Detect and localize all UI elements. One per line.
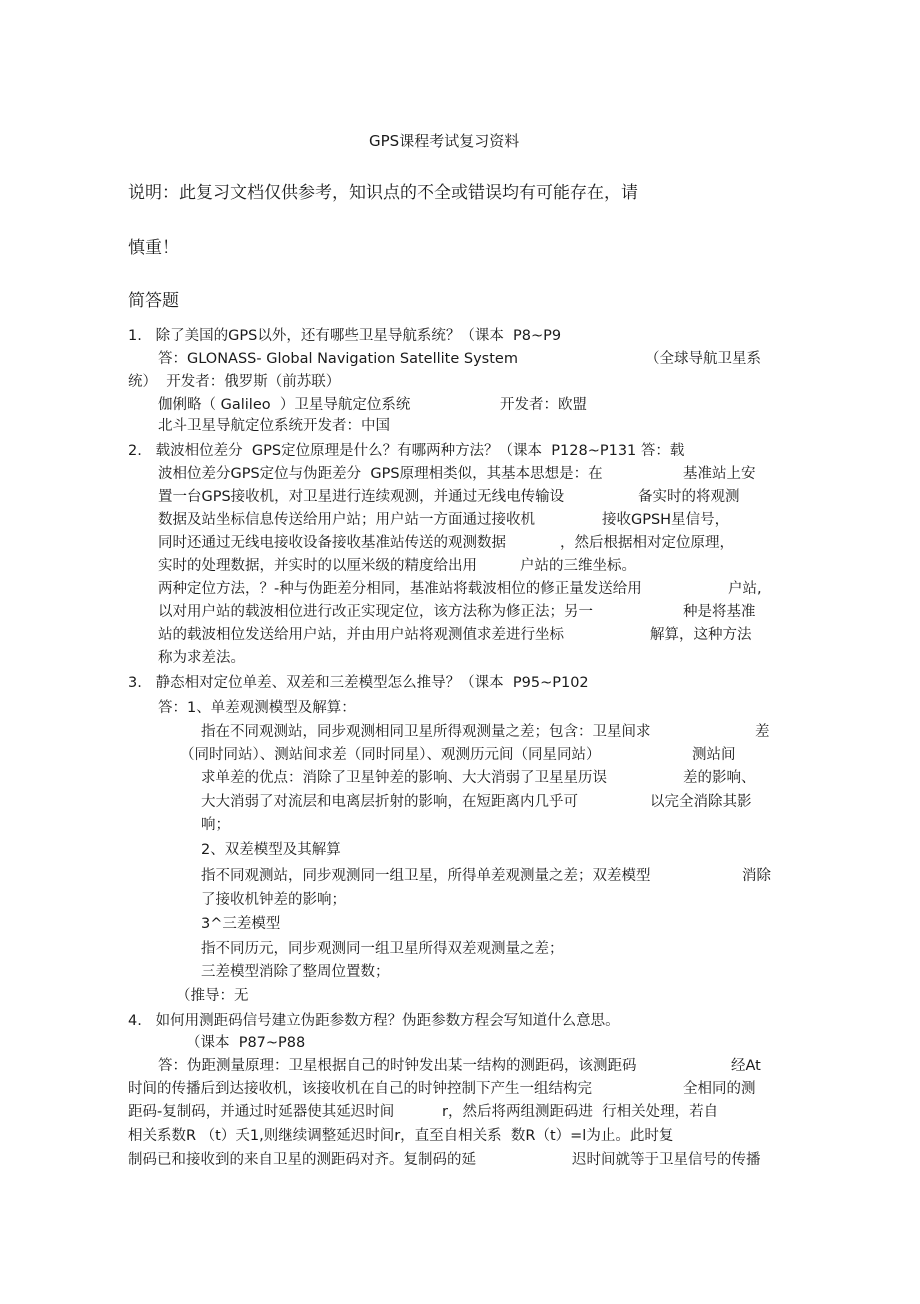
answer-line: 指在不同观测站，同步观测相同卫星所得观测量之差；包含：卫星间求 <box>201 724 651 740</box>
answer-line: ，然后根据相对定位原理， <box>560 535 734 551</box>
answer-line: 波相位差分GPS定位与伪距差分 GPS原理相类似，其基本思想是：在 <box>158 466 603 482</box>
answer-line: 答：1、单差观测模型及解算： <box>158 700 356 716</box>
answer-line: 相关系数R （t）夭1,则继续调整延迟时间r，直至自相关系 数R（t）=l为止。此时复 <box>128 1128 674 1144</box>
note-line: 慎重！ <box>128 238 179 258</box>
answer-line: 户站, <box>728 581 762 597</box>
question-1: 1. 除了美国的GPS以外，还有哪些卫星导航系统？（课本 P8~P9 <box>128 328 562 344</box>
answer-line: r，然后将两组测距码进 行相关处理，若自 <box>442 1104 719 1120</box>
answer-line: 指不同观测站，同步观测同一组卫星，所得单差观测量之差；双差模型 <box>201 868 651 884</box>
answer-line: 基准站上安 <box>683 466 756 482</box>
note-line: 说明：此复习文档仅供参考，知识点的不全或错误均有可能存在，请 <box>128 183 638 203</box>
question-2: 2. 载波相位差分 GPS定位原理是什么？有哪两种方法？（课本 P128~P131 答：载 <box>128 443 685 459</box>
question-4: 4. 如何用测距码信号建立伪距参数方程？伪距参数方程会写知道什么意思。 <box>128 1013 620 1029</box>
answer-line: 置一台GPS接收机，对卫星进行连续观测，并通过无线电传输设 <box>158 489 565 505</box>
answer-line: 了接收机钟差的影响； <box>201 892 346 908</box>
answer-line: 经At <box>731 1058 761 1074</box>
answer-line: 响； <box>201 817 230 833</box>
answer-line: 种是将基准 <box>683 604 756 620</box>
answer-line: （同时同站）、测站间求差（同时同星）、观测历元间（同星同站） <box>180 747 601 763</box>
answer-line: （课本 P87~P88 <box>186 1035 306 1051</box>
answer-line: 伽俐略（ Galileo ）卫星导航定位系统 <box>158 397 411 413</box>
answer-line: 3^三差模型 <box>201 916 281 932</box>
question-3: 3. 静态相对定位单差、双差和三差模型怎么推导？（课本 P95~P102 <box>128 675 589 691</box>
answer-line: 同时还通过无线电接收设备接收基准站传送的观测数据 <box>158 535 506 551</box>
answer-line: 求单差的优点：消除了卫星钟差的影响、大大消弱了卫星星历误 <box>201 770 607 786</box>
answer-line: 户站的三维坐标。 <box>520 558 636 574</box>
answer-line: 测站间 <box>692 747 736 763</box>
answer-line: 答：GLONASS- Global Navigation Satellite System <box>158 351 518 367</box>
answer-line: 答：伪距测量原理：卫星根据自己的时钟发出某一结构的测距码，该测距码 <box>158 1058 637 1074</box>
answer-line: 开发者：欧盟 <box>500 397 587 413</box>
answer-line: 实时的处理数据，并实时的以厘米级的精度给出用 <box>158 558 477 574</box>
answer-line: （全球导航卫星系 <box>645 351 761 367</box>
answer-line: 2、双差模型及其解算 <box>201 842 341 858</box>
answer-line: （推导：无 <box>176 988 249 1004</box>
answer-line: 消除 <box>742 868 771 884</box>
answer-line: 差 <box>755 724 770 740</box>
section-heading: 简答题 <box>128 291 179 311</box>
answer-line: 迟时间就等于卫星信号的传播 <box>572 1152 761 1168</box>
answer-line: 时间的传播后到达接收机，该接收机在自己的时钟控制下产生一组结构完 <box>128 1081 592 1097</box>
answer-line: 站的载波相位发送给用户站，并由用户站将观测值求差进行坐标 <box>158 627 564 643</box>
answer-line: 三差模型消除了整周位置数； <box>201 964 390 980</box>
answer-line: 大大消弱了对流层和电离层折射的影响，在短距离内几乎可 <box>201 794 578 810</box>
answer-line: 以完全消除其影 <box>650 794 752 810</box>
answer-line: 制码已和接收到的来自卫星的测距码对齐。复制码的延 <box>128 1152 476 1168</box>
answer-line: 数据及站坐标信息传送给用户站；用户站一方面通过接收机 <box>158 512 535 528</box>
page-title: GPS课程考试复习资料 <box>369 132 520 150</box>
answer-line: 北斗卫星导航定位系统开发者：中国 <box>158 418 390 434</box>
answer-line: 称为求差法。 <box>158 650 245 666</box>
answer-line: 两种定位方法，？-种与伪距差分相同，基准站将载波相位的修正量发送给用 <box>158 581 642 597</box>
answer-line: 备实时的将观测 <box>638 489 740 505</box>
answer-line: 距码-复制码，并通过时延器使其延迟时间 <box>128 1104 395 1120</box>
answer-line: 统） 开发者：俄罗斯（前苏联） <box>128 374 341 390</box>
answer-line: 接收GPSH星信号， <box>602 512 730 528</box>
answer-line: 以对用户站的载波相位进行改正实现定位，该方法称为修正法；另一 <box>158 604 593 620</box>
answer-line: 差的影响、 <box>683 770 756 786</box>
answer-line: 指不同历元，同步观测同一组卫星所得双差观测量之差； <box>201 941 564 957</box>
answer-line: 解算，这种方法 <box>650 627 752 643</box>
answer-line: 全相同的测 <box>683 1081 756 1097</box>
